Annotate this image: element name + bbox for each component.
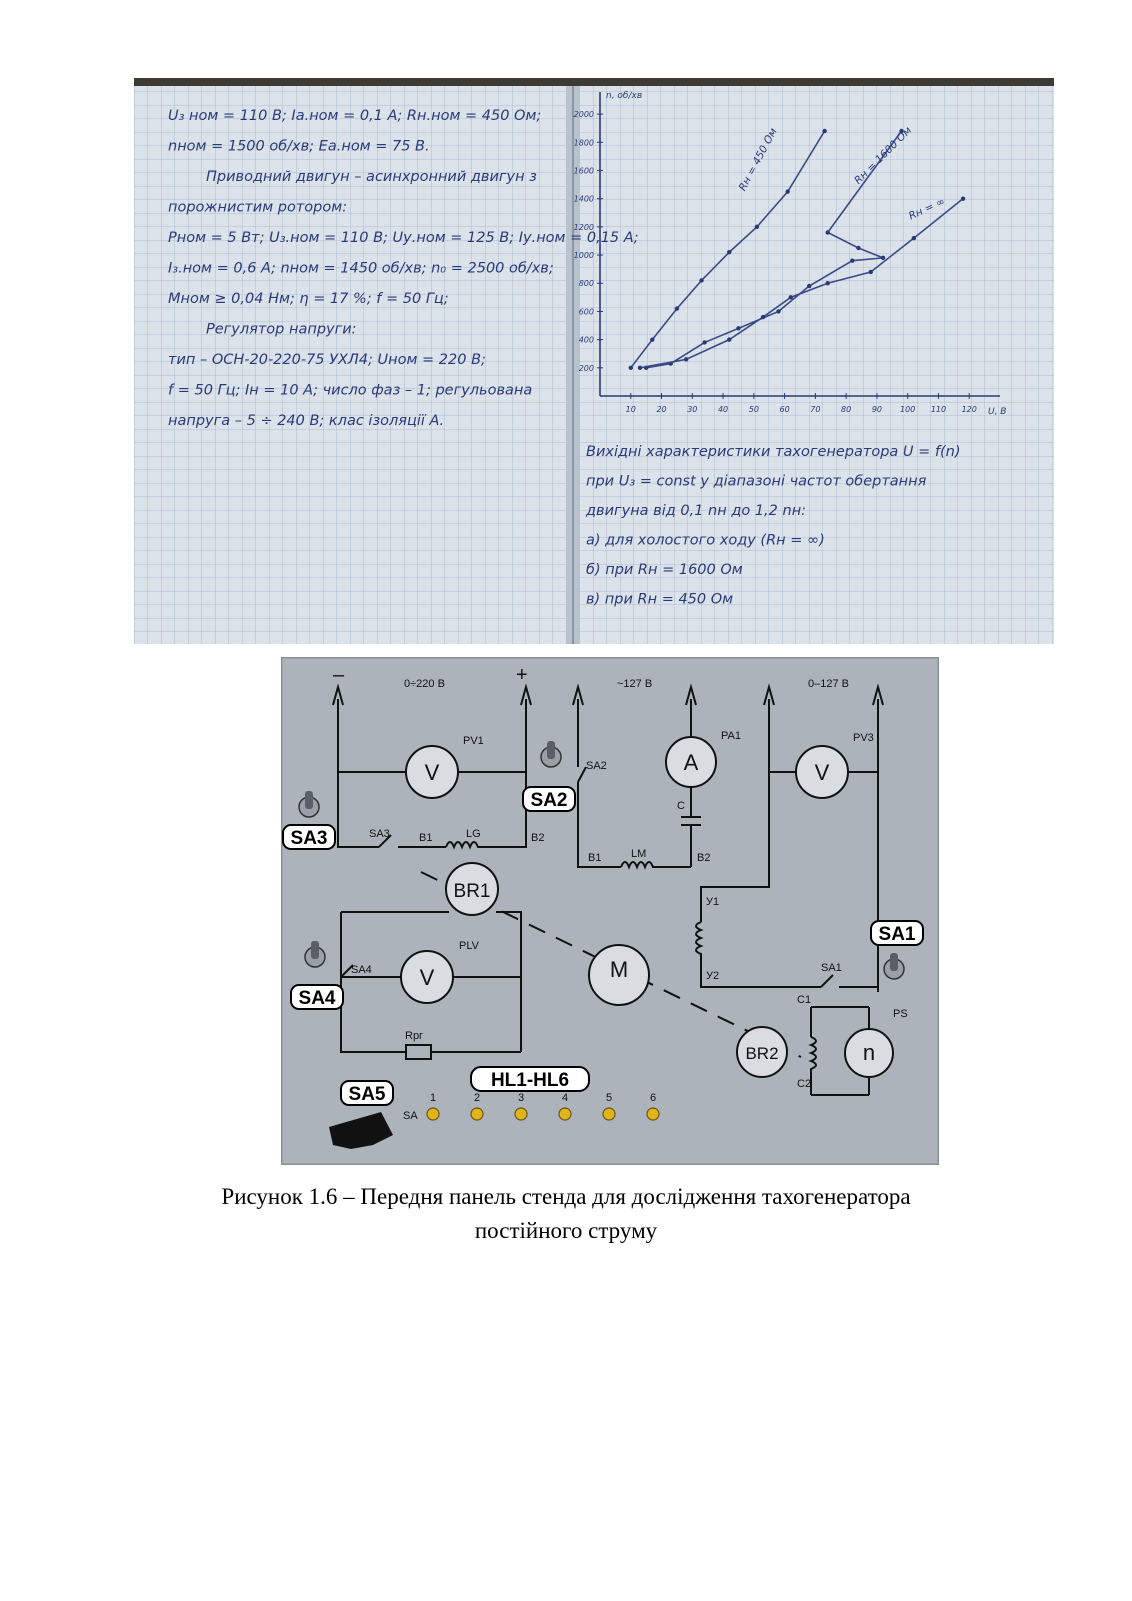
b1-label-right: B1 bbox=[588, 852, 602, 864]
data-point bbox=[727, 250, 731, 254]
indicator-lamp bbox=[515, 1108, 527, 1120]
indicator-lamp bbox=[471, 1108, 483, 1120]
ps-label: PS bbox=[893, 1008, 908, 1020]
lg-label: LG bbox=[466, 828, 481, 840]
left-line: I₃.ном = 0,6 А; nном = 1450 об/хв; n₀ = 2500 об/хв; bbox=[168, 260, 554, 277]
y-tick-label: 1400 bbox=[573, 194, 594, 204]
left-line: nном = 1500 об/хв; Eа.ном = 75 В. bbox=[168, 138, 430, 155]
pv1-symbol: V bbox=[424, 760, 440, 785]
left-line: Pном = 5 Вт; U₃.ном = 110 В; Uу.ном = 125 В; Iу.ном = 0,15 А; bbox=[168, 230, 639, 246]
y-tick-label: 1600 bbox=[573, 166, 594, 176]
right-line: а) для холостого ходу (Rн = ∞) bbox=[586, 532, 825, 549]
data-point bbox=[776, 309, 780, 313]
notebook-drawing bbox=[134, 78, 1054, 644]
x-tick-label: 40 bbox=[717, 405, 729, 414]
y2-label: У2 bbox=[706, 970, 720, 982]
lamp-number: 6 bbox=[649, 1092, 657, 1104]
data-point bbox=[638, 366, 642, 370]
left-line: Приводний двигун – асинхронний двигун з bbox=[206, 169, 537, 185]
lamp-number: 5 bbox=[605, 1092, 613, 1104]
plv-label: PLV bbox=[459, 940, 479, 952]
data-point bbox=[856, 246, 860, 250]
sa3-tag: SA3 bbox=[290, 828, 328, 849]
x-tick-label: 120 bbox=[961, 405, 977, 414]
y1-label: У1 bbox=[706, 896, 720, 908]
series-label: Rн = ∞ bbox=[906, 195, 947, 223]
data-point bbox=[961, 196, 965, 200]
range-127-label: ~127 В bbox=[617, 678, 653, 690]
x-tick-label: 110 bbox=[930, 405, 947, 414]
data-point bbox=[912, 236, 916, 240]
series-label: Rн = 450 Ом bbox=[736, 126, 780, 194]
right-line: в) при Rн = 450 Ом bbox=[586, 591, 734, 608]
x-tick-label: 90 bbox=[871, 405, 883, 414]
indicator-lamp bbox=[603, 1108, 615, 1120]
data-point bbox=[755, 225, 759, 229]
sa5-tag: SA5 bbox=[348, 1084, 386, 1105]
indicator-lamp bbox=[559, 1108, 571, 1120]
data-point bbox=[684, 357, 688, 361]
data-point bbox=[650, 337, 654, 341]
left-line: Регулятор напруги: bbox=[206, 321, 357, 338]
hl-tag: HL1-HL6 bbox=[490, 1070, 570, 1091]
y-tick-label: 800 bbox=[578, 279, 594, 289]
x-tick-label: 60 bbox=[779, 405, 790, 414]
pa1-symbol: A bbox=[683, 750, 699, 775]
y-tick-label: 600 bbox=[578, 307, 594, 317]
left-line: тип – ОСН-20-220-75 УХЛ4; Uном = 220 В; bbox=[168, 352, 486, 368]
y-tick-label: 200 bbox=[578, 363, 594, 373]
left-line: f = 50 Гц; Iн = 10 А; число фаз – 1; регульована bbox=[168, 382, 533, 399]
ps-symbol: n bbox=[862, 1040, 876, 1065]
y-tick-label: 400 bbox=[578, 335, 594, 345]
left-line: напруга – 5 ÷ 240 В; клас ізоляції А. bbox=[168, 413, 445, 429]
lamp-number: 1 bbox=[429, 1092, 437, 1104]
data-point bbox=[629, 366, 633, 370]
caption-line-1: Рисунок 1.6 – Передня панель стенда для дослідження тахогенератора bbox=[221, 1184, 911, 1209]
sa-row-label: SA bbox=[403, 1110, 418, 1122]
plus-label: + bbox=[516, 664, 528, 686]
y-tick-label: 1200 bbox=[573, 222, 594, 232]
data-point bbox=[675, 306, 679, 310]
sa4-schematic-label: SA4 bbox=[351, 964, 372, 976]
left-line: Mном ≥ 0,04 Нм; η = 17 %; f = 50 Гц; bbox=[168, 291, 449, 307]
sa1-tag: SA1 bbox=[878, 924, 916, 945]
left-line: U₃ ном = 110 В; Iа.ном = 0,1 А; Rн.ном = 450 Ом; bbox=[168, 108, 542, 124]
minus-label: – bbox=[333, 664, 345, 686]
data-point bbox=[727, 337, 731, 341]
c-label: C bbox=[677, 800, 685, 812]
stand-panel-photo bbox=[281, 657, 939, 1165]
b1-label-left: B1 bbox=[419, 832, 433, 844]
pv3-label: PV3 bbox=[853, 732, 874, 744]
stand-panel-drawing bbox=[281, 657, 939, 1165]
sa2-schematic-label: SA2 bbox=[586, 760, 607, 772]
data-point bbox=[789, 295, 793, 299]
pa1-label: PA1 bbox=[721, 730, 741, 742]
figure-caption bbox=[0, 1180, 1132, 1248]
left-line: порожнистим ротором: bbox=[168, 199, 348, 216]
data-point bbox=[699, 278, 703, 282]
data-point bbox=[825, 230, 829, 234]
right-line: Вихідні характеристики тахогенератора U = f(n) bbox=[586, 444, 961, 460]
y-tick-label: 2000 bbox=[573, 110, 594, 120]
indicator-lamp bbox=[647, 1108, 659, 1120]
data-point bbox=[869, 270, 873, 274]
caption-line-2: постійного струму bbox=[474, 1218, 658, 1243]
y-axis-label: n, об/хв bbox=[606, 91, 643, 101]
range-0-127-label: 0–127 В bbox=[808, 678, 849, 690]
rrg-label: Rрг bbox=[405, 1030, 424, 1042]
right-line: б) при Rн = 1600 Ом bbox=[586, 562, 743, 578]
data-point bbox=[761, 315, 765, 319]
pv1-label: PV1 bbox=[463, 735, 484, 747]
x-tick-label: 10 bbox=[625, 405, 636, 414]
lamp-number: 2 bbox=[473, 1092, 481, 1104]
sa3-schematic-label: SA3 bbox=[369, 828, 390, 840]
c1-label: C1 bbox=[797, 994, 812, 1006]
plv-symbol: V bbox=[419, 965, 435, 990]
data-point bbox=[881, 256, 885, 260]
c2-label: C2 bbox=[797, 1078, 812, 1090]
lm-label: LM bbox=[631, 848, 647, 860]
x-tick-label: 70 bbox=[810, 405, 821, 414]
range-0-220-label: 0÷220 В bbox=[404, 678, 445, 690]
sa4-tag: SA4 bbox=[298, 988, 336, 1009]
data-point bbox=[785, 189, 789, 193]
right-line: двигуна від 0,1 nн до 1,2 nн: bbox=[586, 503, 807, 519]
y-tick-label: 1800 bbox=[573, 138, 594, 148]
notebook-photo bbox=[134, 78, 1054, 644]
x-tick-label: 50 bbox=[748, 405, 759, 414]
indicator-lamp bbox=[427, 1108, 439, 1120]
data-point bbox=[702, 340, 706, 344]
y-tick-label: 1000 bbox=[573, 251, 594, 261]
lamp-number: 3 bbox=[517, 1092, 525, 1104]
x-axis-label: U, В bbox=[988, 407, 1007, 417]
data-point bbox=[807, 284, 811, 288]
data-point bbox=[736, 326, 740, 330]
x-tick-label: 20 bbox=[656, 405, 667, 414]
x-tick-label: 100 bbox=[900, 405, 916, 414]
br2-symbol: BR2 bbox=[745, 1044, 779, 1063]
right-line: при U₃ = const у діапазоні частот обертання bbox=[586, 473, 927, 490]
motor-symbol: M bbox=[609, 957, 629, 982]
pv3-symbol: V bbox=[814, 760, 830, 785]
b2-label-left: B2 bbox=[531, 832, 545, 844]
series-label: Rн = 1600 Ом bbox=[852, 124, 915, 187]
data-point bbox=[822, 129, 826, 133]
sa1-schematic-label: SA1 bbox=[821, 962, 842, 974]
x-tick-label: 30 bbox=[687, 405, 698, 414]
data-point bbox=[825, 281, 829, 285]
lamp-number: 4 bbox=[561, 1092, 569, 1104]
b2-label-right: B2 bbox=[697, 852, 711, 864]
br1-symbol: BR1 bbox=[453, 881, 491, 902]
data-point bbox=[850, 258, 854, 262]
sa2-tag: SA2 bbox=[530, 790, 568, 811]
x-tick-label: 80 bbox=[841, 405, 852, 414]
